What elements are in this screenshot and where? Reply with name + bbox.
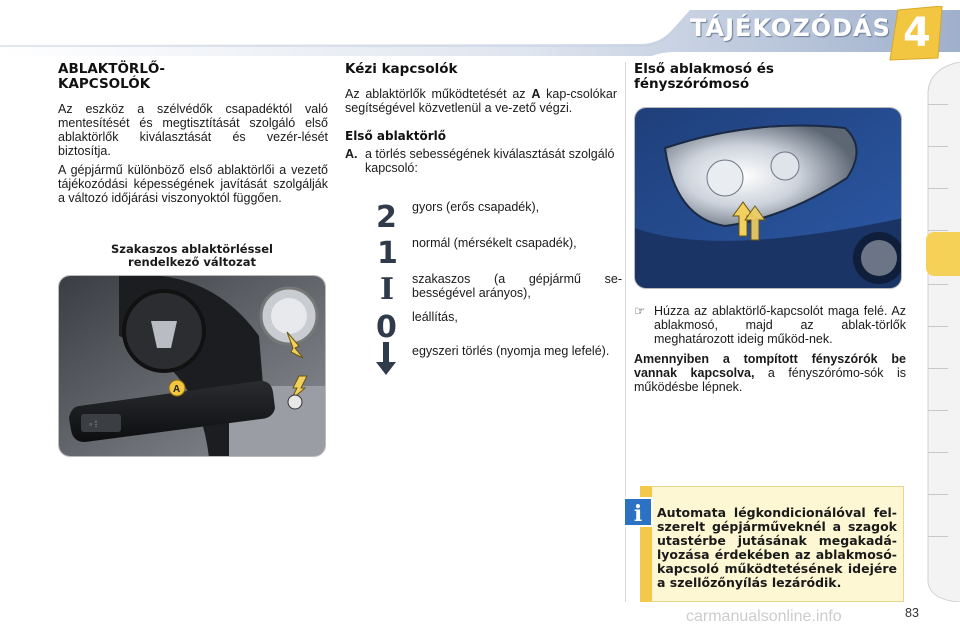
washer-instructions bbox=[634, 304, 906, 399]
tab-divider bbox=[928, 146, 948, 147]
tab-divider bbox=[928, 536, 948, 537]
watermark: carmanualsonline.info bbox=[686, 608, 842, 625]
tab-divider bbox=[928, 410, 948, 411]
intermittent-icon bbox=[360, 272, 412, 302]
paragraph bbox=[634, 352, 906, 394]
tab-divider bbox=[928, 188, 948, 189]
symbol-description: normál (mérsékelt csapadék), bbox=[412, 236, 577, 250]
chapter-number: 4 bbox=[903, 10, 931, 56]
caption-line: rendelkező változat bbox=[128, 255, 256, 269]
symbol-description: szakaszos (a gépjármű se-bességével arányos), bbox=[412, 272, 622, 300]
text-run: Az ablaktörlők működtetését az bbox=[345, 87, 532, 101]
bullet-item bbox=[634, 304, 906, 346]
page-number: 83 bbox=[905, 606, 919, 620]
tab-divider bbox=[928, 230, 948, 231]
bullet-text: Húzza az ablaktörlő-kapcsolót maga felé. Az ablakmosó, majd az ablak-törlők meghatározott ideig működ-nek. bbox=[654, 304, 906, 346]
symbol-glyph: 1 bbox=[377, 236, 398, 266]
pointer-icon: ☞ bbox=[634, 304, 646, 318]
symbol-glyph: I bbox=[380, 272, 395, 302]
section-heading bbox=[58, 62, 328, 92]
symbol-row bbox=[360, 236, 622, 266]
text-run: a fényszórómo-sók is működésbe lépnek. bbox=[634, 366, 906, 394]
section-heading bbox=[634, 62, 906, 92]
headlamp-washer-photo bbox=[634, 107, 902, 289]
tab-divider bbox=[928, 494, 948, 495]
tab-divider bbox=[928, 368, 948, 369]
paragraph bbox=[345, 87, 617, 115]
fast-speed-icon bbox=[360, 200, 412, 230]
normal-speed-icon bbox=[360, 236, 412, 266]
symbol-row bbox=[360, 272, 622, 302]
symbol-glyph: 2 bbox=[376, 200, 397, 230]
item-text: a törlés sebességének kiválasztását szolgáló kapcsoló: bbox=[365, 147, 615, 175]
symbol-row bbox=[360, 310, 622, 340]
off-icon bbox=[360, 310, 412, 340]
column-washers bbox=[634, 62, 906, 102]
photo-caption bbox=[58, 243, 326, 269]
column-manual-controls bbox=[345, 62, 617, 175]
symbol-row bbox=[360, 344, 622, 374]
symbol-glyph: 0 bbox=[376, 310, 397, 340]
caption-line: Szakaszos ablaktörléssel bbox=[110, 242, 274, 256]
column-wiper-switches bbox=[58, 62, 328, 210]
heading-line: KAPCSOLÓK bbox=[58, 76, 151, 92]
sub-heading: Első ablaktörlő bbox=[345, 129, 447, 143]
item-a bbox=[345, 147, 617, 175]
chapter-tab-strip bbox=[924, 62, 960, 602]
page-header-title: TÁJÉKOZÓDÁS bbox=[690, 14, 891, 42]
tab-active-chapter[interactable] bbox=[926, 232, 960, 276]
paragraph: Az eszköz a szélvédők csapadéktól való mentesítését és megtisztítását szolgáló első ablaktörlők kiválasztását és vezér-lését biztosítja. bbox=[58, 102, 328, 158]
info-text: Automata légkondicionálóval fel-szerelt gépjárműveknél a szagok utastérbe jutásának megakadá-lyozása érdekében az ablakmosó-kapcsoló működtetésének idejére a szellőzőnyílás lezáródik. bbox=[657, 505, 897, 590]
text-run-bold: Amennyiben a tompított fényszórók be vannak kapcsolva, bbox=[634, 352, 906, 380]
tab-divider bbox=[928, 452, 948, 453]
svg-text:◦ ⁞: ◦ ⁞ bbox=[89, 419, 98, 429]
heading-line: fényszórómosó bbox=[634, 76, 750, 92]
section-heading: Kézi kapcsolók bbox=[345, 61, 458, 77]
text-run-bold: A bbox=[531, 87, 541, 101]
symbol-description: egyszeri törlés (nyomja meg lefelé). bbox=[412, 344, 610, 358]
down-arrow-icon bbox=[360, 344, 412, 374]
symbol-description: gyors (erős csapadék), bbox=[412, 200, 540, 214]
text-run: kap-csolókar segítségével közvetlenül a ve-zető végzi. bbox=[345, 87, 617, 115]
heading-line: Első ablakmosó és bbox=[634, 61, 774, 77]
tab-divider bbox=[928, 284, 948, 285]
paragraph: A gépjármű különböző első ablaktörlői a vezető tájékozódási képességének javítását szolgálják a változó időjárási viszonyoktól függően. bbox=[58, 163, 328, 205]
heading-line: ABLAKTÖRLŐ- bbox=[58, 61, 166, 77]
tab-divider bbox=[928, 326, 948, 327]
steering-wheel-stalk-photo bbox=[58, 275, 326, 457]
item-key: A. bbox=[345, 147, 358, 161]
info-icon: i bbox=[623, 497, 653, 527]
callout-label-a: A bbox=[173, 384, 181, 395]
tab-divider bbox=[928, 104, 948, 105]
symbol-description: leállítás, bbox=[412, 310, 458, 324]
symbol-row bbox=[360, 200, 622, 230]
